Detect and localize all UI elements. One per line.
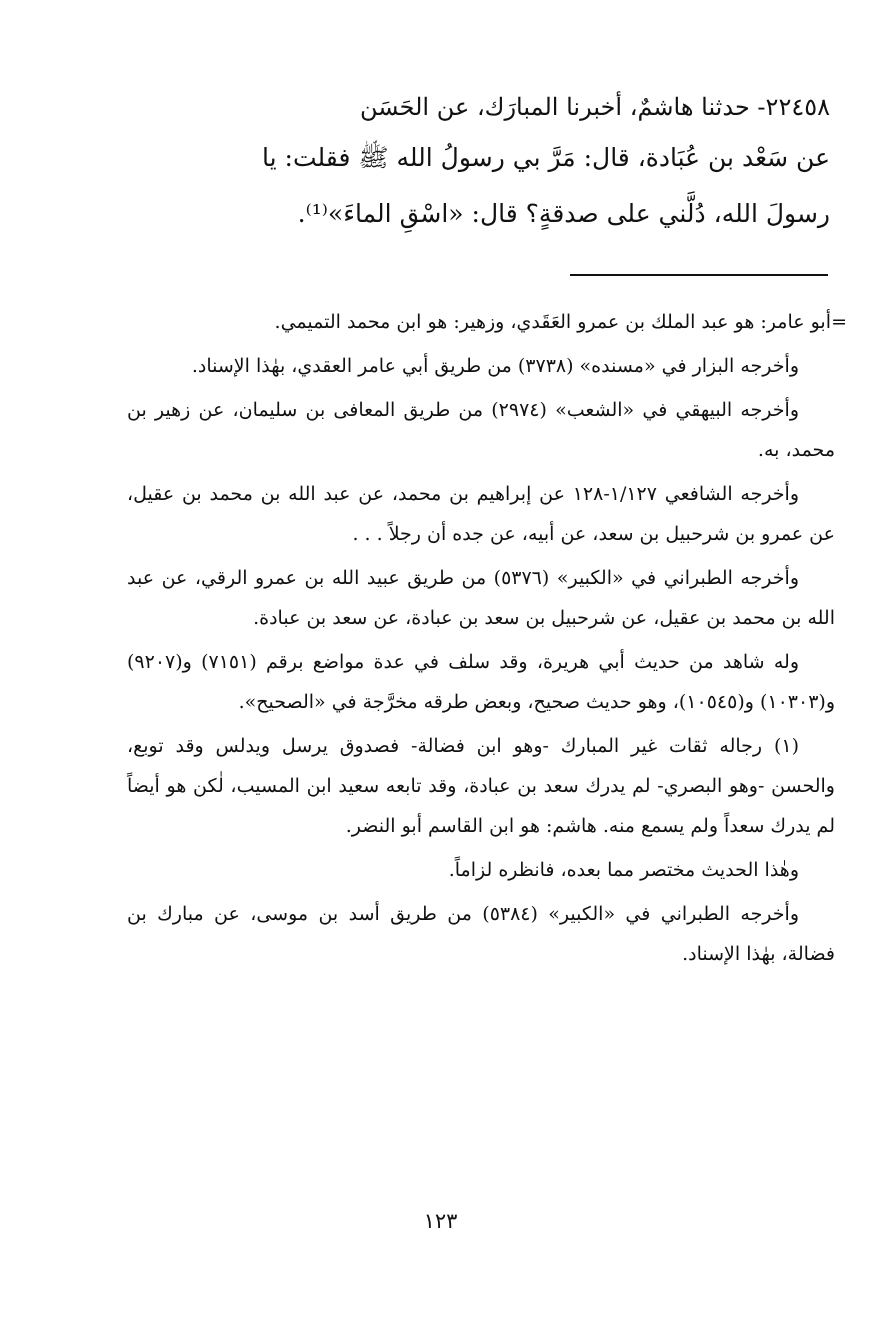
footnote-paragraph: وأخرجه البزار في «مسنده» (٣٧٣٨) من طريق أبي عامر العقدي، بهٰذا الإسناد. — [191, 355, 799, 377]
hadith-line: رسولَ الله، دُلَّني على صدقةٍ؟ قال: «اسْقِ الماءَ»⁽¹⁾. — [297, 199, 830, 228]
footnote-separator — [570, 274, 828, 276]
footnote-paragraph — [127, 302, 847, 342]
footnote-paragraph: وله شاهد من حديث أبي هريرة، وقد سلف في عدة مواضع برقم (٧١٥١) و(٩٢٠٧) و(١٠٣٠٣) و(١٠٥٤٥)، وهو حديث صحيح، وبعض طرقه مخرَّجة في «الصحيح». — [127, 651, 835, 713]
footnote-paragraph: وأخرجه الطبراني في «الكبير» (٥٣٨٤) من طريق أسد بن موسى، عن مبارك بن فضالة، بهٰذا الإسناد. — [127, 903, 835, 965]
footnote-paragraph: وأخرجه الطبراني في «الكبير» (٥٣٧٦) من طريق عبيد الله بن عمرو الرقي، عن عبد الله بن محمد بن عقيل، عن شرحبيل بن سعد بن عبادة، عن سعد بن عبادة. — [127, 567, 835, 629]
footnote-paragraph: وهٰذا الحديث مختصر مما بعده، فانظره لزاماً. — [448, 859, 799, 881]
footnote-paragraph: وأخرجه الشافعي ١/١٢٧-١٢٨ عن إبراهيم بن محمد، عن عبد الله بن محمد بن عقيل، عن عمرو بن شرحبيل بن سعد، عن أبيه، عن جده أن رجلاً . . . — [127, 483, 835, 545]
footnote-text: أبو عامر: هو عبد الملك بن عمرو العَقَدي، وزهير: هو ابن محمد التميمي. — [274, 311, 831, 333]
hadith-line: ٢٢٤٥٨- حدثنا هاشمٌ، أخبرنا المبارَك، عن الحَسَن — [359, 93, 830, 121]
footnote-paragraph: وأخرجه البيهقي في «الشعب» (٢٩٧٤) من طريق المعافى بن سليمان، عن زهير بن محمد، به. — [127, 399, 835, 461]
page-number: ١٢٣ — [423, 1209, 458, 1233]
hadith-line: عن سَعْد بن عُبَادة، قال: مَرَّ بي رسولُ الله ﷺ فقلت: يا — [262, 143, 830, 172]
hadith-text — [120, 84, 830, 242]
footnote-1: (١) رجاله ثقات غير المبارك -وهو ابن فضالة- فصدوق يرسل ويدلس وقد توبع، والحسن -وهو البصري- لم يدرك سعد بن عبادة، وقد تابعه سعيد ابن المسيب، لٰكن هو أيضاً لم يدرك سعداً ولم يسمع منه. هاشم: هو ابن القاسم أبو النضر. — [127, 735, 835, 837]
continuation-mark: = — [831, 311, 847, 333]
footnotes — [127, 302, 847, 978]
